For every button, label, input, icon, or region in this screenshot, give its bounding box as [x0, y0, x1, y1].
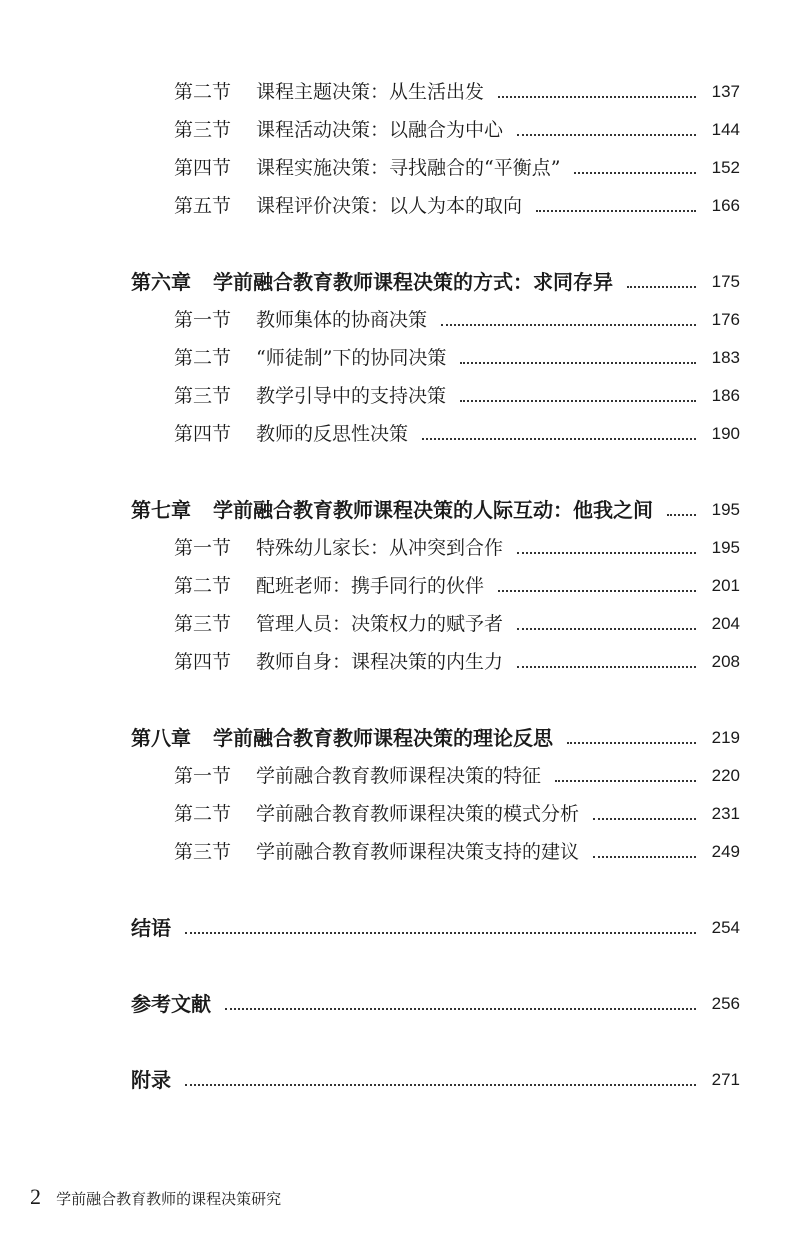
toc-page-number: 144	[711, 120, 740, 139]
toc-page-number: 175	[711, 272, 740, 291]
toc-page-number: 231	[711, 804, 740, 823]
toc-entry-label	[131, 989, 211, 1019]
dot-leader	[460, 362, 696, 364]
toc-page-number: 137	[711, 82, 740, 101]
section-number: 第四节	[174, 157, 232, 179]
toc-page-number: 249	[711, 842, 740, 861]
section-title: 课程实施决策：寻找融合的“平衡点”	[256, 157, 561, 179]
footer-book-title: 学前融合教育教师的课程决策研究	[56, 1190, 282, 1208]
footer-page-number: 2	[30, 1184, 41, 1209]
toc-section-entry	[0, 381, 790, 411]
toc-page-number: 176	[711, 310, 740, 329]
dot-leader	[567, 742, 696, 744]
toc-page-number: 166	[711, 196, 740, 215]
toc-page-number: 190	[711, 424, 740, 443]
toc-entry-label	[174, 381, 446, 411]
chapter-title: 附录	[131, 1068, 171, 1092]
toc-entry-label	[131, 913, 171, 943]
section-number: 第一节	[174, 309, 232, 331]
toc-page-number: 183	[711, 348, 740, 367]
toc-entry-label	[174, 305, 427, 335]
chapter-number: 第六章	[131, 270, 191, 294]
section-title: 学前融合教育教师课程决策支持的建议	[256, 841, 580, 863]
dot-leader	[185, 932, 696, 934]
section-number: 第二节	[174, 803, 232, 825]
section-number: 第三节	[174, 385, 232, 407]
section-title: 课程主题决策：从生活出发	[256, 81, 485, 103]
chapter-number: 第七章	[131, 498, 191, 522]
chapter-title: 参考文献	[131, 992, 211, 1016]
toc-section-entry	[0, 533, 790, 563]
toc-section-entry	[0, 571, 790, 601]
toc-entry-label	[174, 609, 503, 639]
toc-chapter-entry	[0, 1065, 790, 1095]
section-number: 第五节	[174, 195, 232, 217]
toc-page-number: 152	[711, 158, 740, 177]
section-title: 教学引导中的支持决策	[256, 385, 447, 407]
dot-leader	[574, 172, 696, 174]
toc-page-number: 204	[711, 614, 740, 633]
toc-page-number: 201	[711, 576, 740, 595]
dot-leader	[441, 324, 696, 326]
toc-entry-label	[131, 495, 653, 525]
section-number: 第三节	[174, 841, 232, 863]
toc-entry-label	[131, 267, 613, 297]
dot-leader	[422, 438, 696, 440]
section-number: 第四节	[174, 651, 232, 673]
section-title: 教师集体的协商决策	[256, 309, 428, 331]
dot-leader	[536, 210, 696, 212]
toc-chapter-entry	[0, 723, 790, 753]
toc-section-entry	[0, 761, 790, 791]
toc-section-entry	[0, 153, 790, 183]
toc-page-number: 271	[711, 1070, 740, 1089]
toc-section-entry	[0, 343, 790, 373]
toc-section-entry	[0, 191, 790, 221]
toc-entry-label	[131, 1065, 171, 1095]
section-title: 特殊幼儿家长：从冲突到合作	[256, 537, 504, 559]
section-title: 学前融合教育教师课程决策的模式分析	[256, 803, 580, 825]
toc-chapter-entry	[0, 495, 790, 525]
page-footer	[30, 1183, 281, 1211]
toc-page-number: 186	[711, 386, 740, 405]
section-number: 第二节	[174, 347, 232, 369]
toc-entry-label	[174, 571, 484, 601]
toc-page-number: 208	[711, 652, 740, 671]
toc-chapter-entry	[0, 989, 790, 1019]
toc-entry-label	[174, 761, 541, 791]
chapter-number: 第八章	[131, 726, 191, 750]
section-number: 第三节	[174, 119, 232, 141]
chapter-title: 学前融合教育教师课程决策的理论反思	[213, 726, 553, 750]
section-number: 第二节	[174, 575, 232, 597]
toc-entry-label	[174, 343, 446, 373]
section-title: 配班老师：携手同行的伙伴	[256, 575, 485, 597]
dot-leader	[498, 96, 696, 98]
chapter-title: 学前融合教育教师课程决策的方式：求同存异	[213, 270, 613, 294]
section-title: “师徒制”下的协同决策	[256, 347, 447, 369]
dot-leader	[498, 590, 696, 592]
toc-page-number: 195	[711, 500, 740, 519]
toc-section-entry	[0, 609, 790, 639]
dot-leader	[517, 666, 696, 668]
toc-entry-label	[131, 723, 553, 753]
toc-entry-label	[174, 647, 503, 677]
section-number: 第三节	[174, 613, 232, 635]
section-title: 教师的反思性决策	[256, 423, 409, 445]
toc-entry-label	[174, 419, 408, 449]
section-title: 教师自身：课程决策的内生力	[256, 651, 504, 673]
dot-leader	[517, 552, 696, 554]
section-title: 管理人员：决策权力的赋予者	[256, 613, 504, 635]
section-title: 课程评价决策：以人为本的取向	[256, 195, 523, 217]
section-number: 第二节	[174, 81, 232, 103]
toc-section-entry	[0, 77, 790, 107]
dot-leader	[517, 628, 696, 630]
dot-leader	[225, 1008, 696, 1010]
toc-page-number: 256	[711, 994, 740, 1013]
toc-section-entry	[0, 419, 790, 449]
toc-section-entry	[0, 115, 790, 145]
toc-entry-label	[174, 533, 503, 563]
dot-leader	[460, 400, 696, 402]
toc-entry-label	[174, 115, 503, 145]
toc-section-entry	[0, 647, 790, 677]
toc-entry-label	[174, 799, 579, 829]
toc-section-entry	[0, 305, 790, 335]
toc-chapter-entry	[0, 267, 790, 297]
dot-leader	[185, 1084, 696, 1086]
dot-leader	[555, 780, 696, 782]
toc-entry-label	[174, 191, 522, 221]
toc-page-number: 195	[711, 538, 740, 557]
toc-entry-label	[174, 153, 560, 183]
toc-entry-label	[174, 77, 484, 107]
toc-page-number: 254	[711, 918, 740, 937]
toc-page-number: 220	[711, 766, 740, 785]
toc-chapter-entry	[0, 913, 790, 943]
toc-section-entry	[0, 837, 790, 867]
toc-entry-label	[174, 837, 579, 867]
section-number: 第四节	[174, 423, 232, 445]
chapter-title: 学前融合教育教师课程决策的人际互动：他我之间	[213, 498, 653, 522]
section-title: 课程活动决策：以融合为中心	[256, 119, 504, 141]
section-title: 学前融合教育教师课程决策的特征	[256, 765, 542, 787]
section-number: 第一节	[174, 537, 232, 559]
toc-page-number: 219	[711, 728, 740, 747]
chapter-title: 结语	[131, 916, 171, 940]
section-number: 第一节	[174, 765, 232, 787]
toc-section-entry	[0, 799, 790, 829]
dot-leader	[517, 134, 696, 136]
